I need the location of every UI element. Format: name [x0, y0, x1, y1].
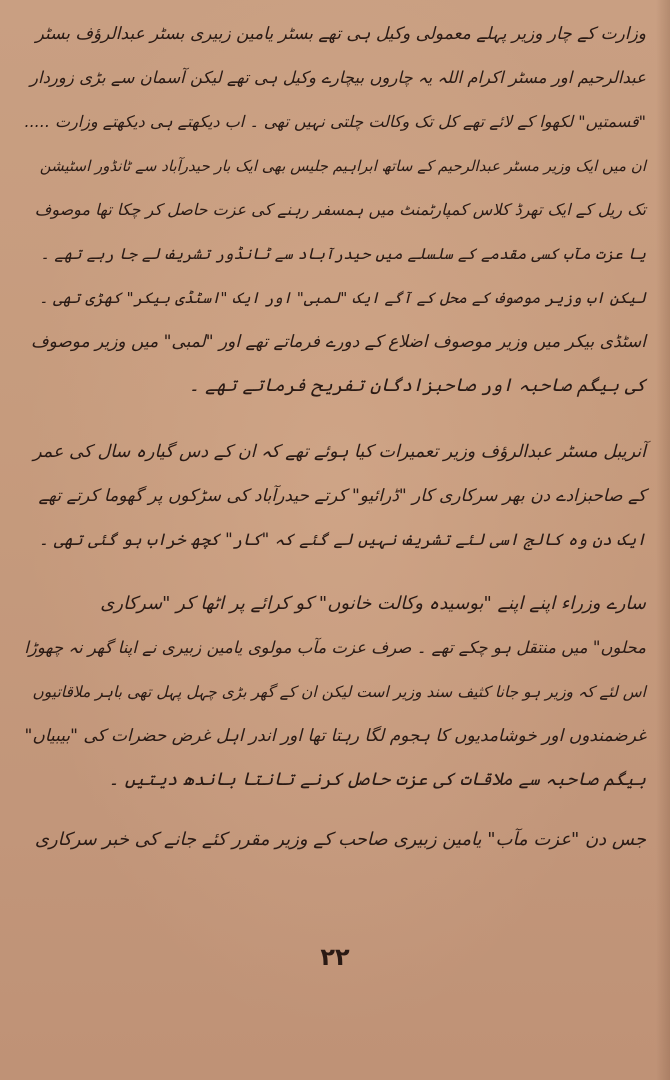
text-line-18: جس دن "عزت مآب" یامین زبیری صاحب کے وزیر مقرر کئے جانے کی خبر سرکاری [34, 829, 646, 850]
text-line-2: عبدالرحیم اور مسٹر اکرام اللہ یہ چاروں بیچارے وکیل ہی تھے لیکن آسمان سے بڑی زوردار [30, 68, 646, 87]
text-line-4: ان میں ایک وزیر مسٹر عبدالرحیم کے ساتھ ابراہیم جلیس بھی ایک بار حیدرآباد سے ٹانڈور اسٹیشن [39, 157, 646, 175]
text-line-16: غرضمندوں اور خوشامدیوں کا ہجوم لگا رہتا تھا اور اندر اہل غرض حضرات کی "بیبیاں" [24, 726, 646, 746]
text-line-15: اس لئے کہ وزیر ہو جانا کثیف سند وزیر است لیکن ان کے گھر بڑی چہل پہل تھی باہر ملاقاتیوں [32, 683, 646, 701]
text-line-6: یا عزت مآب کسی مقدمے کے سلسلے میں حیدرآباد سے ٹانڈور تشریف لے جا رہے تھے ۔ [40, 245, 646, 263]
page-number: ۲۲ [320, 943, 350, 971]
text-line-17: بیگم صاحبہ سے ملاقات کی عزت حاصل کرنے تانتا باندھ دیتیں ۔ [108, 769, 646, 790]
text-line-11: کے صاحبزادے دن بھر سرکاری کار "ڈرائیو" کرتے حیدرآباد کی سڑکوں پر گھوما کرتے تھے [38, 486, 646, 506]
text-line-1: وزارت کے چار وزیر پہلے معمولی وکیل ہی تھے بسٹر یامین زبیری بسٹر عبدالرؤف بسٹر [35, 24, 646, 44]
text-line-8: اسٹڈی بیکر میں وزیر موصوف اضلاع کے دورے فرماتے تھے اور "لمبی" میں وزیر موصوف [30, 332, 646, 352]
text-line-3: "قسمتیں" لکھوا کے لائے تھے کل تک وکالت چلتی نہیں تھی ۔ اب دیکھتے ہی دیکھتے وزارت ..... [24, 112, 646, 131]
text-line-7: لیکن اب وزیر موصوف کے محل کے آگے ایک "لمبی" اور ایک "اسٹڈی بیکر" کھڑی تھی ۔ [39, 289, 646, 307]
text-line-9: کی بیگم صاحبہ اور صاحبزادگان تفریح فرماتے تھے ۔ [188, 375, 646, 396]
text-line-10: آنریبل مسٹر عبدالرؤف وزیر تعمیرات کیا ہوئے تھے کہ ان کے دس گیارہ سال کی عمر [33, 442, 646, 462]
text-line-13: سارے وزراء اپنے اپنے "بوسیدہ وکالت خانوں" کو کرائے پر اٹھا کر "سرکاری [100, 593, 646, 614]
text-line-5: تک ریل کے ایک تھرڈ کلاس کمپارٹمنٹ میں ہمسفر رہنے کی عزت حاصل کر چکا تھا موصوف [34, 200, 646, 219]
text-line-12: ایک دن وہ کالج اسی لئے تشریف نہیں لے گئے کہ "کار" کچھ خراب ہو گئی تھی ۔ [38, 530, 646, 549]
page-edge-shadow [656, 0, 670, 1080]
text-line-14: محلوں" میں منتقل ہو چکے تھے ۔ صرف عزت مآب مولوی یامین زبیری نے اپنا گھر نہ چھوڑا [24, 638, 646, 657]
